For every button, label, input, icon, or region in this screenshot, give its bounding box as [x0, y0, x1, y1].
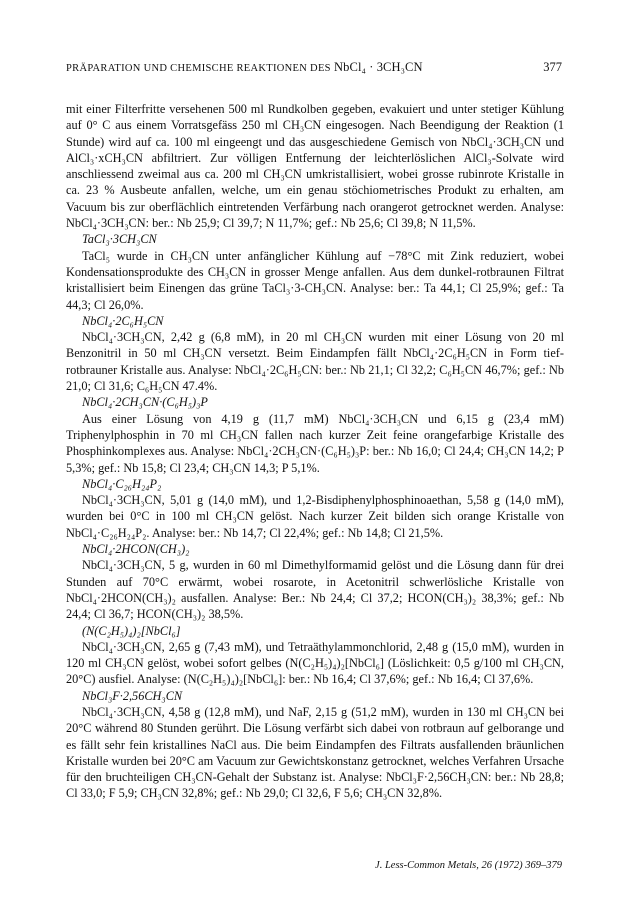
running-header-title	[66, 60, 423, 75]
running-header	[66, 60, 562, 82]
article-body	[66, 101, 564, 802]
running-header-lead: PRÄPARATION UND CHEMISCHE REAKTIONEN DES	[66, 63, 331, 74]
body-paragraph: NbCl₄·3CH₃CN, 2,65 g (7,43 mM), und Tetraäthylammonchlorid, 2,48 g (15,0 mM), wurden in 120 ml CH₃CN gelöst, wobei sofort gelbes (N(C₂H₅)₄)₂[NbCl₆] (Löslichkeit: 0,5 g/100 ml CH₃CN, 20°C) ausfiel. Analyse: (N(C₂H₅)₄)₂[NbCl₆]: ber.: Nb 16,4; Cl 37,6%; gef.: Nb 16,4; Cl 37,6%.	[66, 639, 564, 687]
body-paragraph: Aus einer Lösung von 4,19 g (11,7 mM) NbCl₄·3CH₃CN und 6,15 g (23,4 mM) Triphenylphosphin in 70 ml CH₃CN fallen nach kurzer Zeit feine orangefarbige Kristalle des Phosphinkomplexes aus. Analyse: NbCl₄·2CH₃CN·(C₆H₅)₃P: ber.: Nb 16,0; Cl 24,4; CH₃CN 14,2; P 5,3%; gef.: Nb 15,8; Cl 23,4; CH₃CN 14,3; P 5,1%.	[66, 411, 564, 475]
page-number: 377	[543, 60, 562, 74]
compound-heading: NbCl₄·2HCON(CH₃)₂	[82, 542, 190, 557]
compound-heading: NbCl₄·2CH₃CN·(C₆H₅)₃P	[82, 395, 208, 410]
running-header-formula: NbCl₄ · 3CH₃CN	[334, 60, 423, 74]
body-paragraph: NbCl₄·3CH₃CN, 2,42 g (6,8 mM), in 20 ml CH₃CN wurden mit einer Lösung von 20 ml Benzonitril in 50 ml CH₃CN versetzt. Beim Eindampfen fällt NbCl₄·2C₆H₅CN in Form tief-rotbrauner Kristalle aus. Analyse: NbCl₄·2C₆H₅CN: ber.: Nb 21,1; Cl 32,2; C₆H₅CN 46,7%; gef.: Nb 21,0; Cl 31,6; C₆H₅CN 47.4%.	[66, 330, 564, 394]
compound-heading: NbCl₄·2C₆H₅CN	[82, 313, 164, 328]
compound-heading: NbCl₄·C₂₆H₂₄P₂	[82, 476, 162, 491]
body-paragraph: TaCl₅ wurde in CH₃CN unter anfänglicher Kühlung auf −78°C mit Zink reduziert, wobei Kondensationsprodukte des CH₃CN in grosser Menge anfallen. Aus dem dunkel-rotbraunen Filtrat kristallisiert beim Einengen das grüne TaCl₃·3-CH₃CN. Analyse: ber.: Ta 44,1; Cl 25,9%; gef.: Ta 44,3; Cl 26,0%.	[66, 248, 564, 312]
body-paragraph: NbCl₄·3CH₃CN, 4,58 g (12,8 mM), und NaF, 2,15 g (51,2 mM), wurden in 130 ml CH₃CN bei 20°C während 80 Stunden gerührt. Die Lösung verfärbt sich dabei von rotbraun auf gelborange und es fällt sehr fein kristallines NaCl aus. Die beim Eindampfen des Filtrats ausfallenden bräunlichen Kristalle wurden bei 20°C am Vacuum zur Gewichtskonstanz getrocknet, welches Verfahren Ursache für den bruchteiligen CH₃CN-Gehalt der Substanz ist. Analyse: NbCl₃F·2,56CH₃CN: ber.: Nb 28,8; Cl 33,0; F 5,9; CH₃CN 32,8%; gef.: Nb 29,0; Cl 32,6, F 5,6; CH₃CN 32,8%.	[66, 704, 564, 801]
journal-citation: J. Less-Common Metals, 26 (1972) 369–379	[375, 860, 562, 871]
compound-heading: TaCl₃·3CH₃CN	[82, 232, 157, 247]
compound-heading: (N(C₂H₅)₄)₂[NbCl₆]	[82, 623, 181, 638]
body-paragraph: NbCl₄·3CH₃CN, 5,01 g (14,0 mM), und 1,2-Bisdiphenylphosphinoaethan, 5,58 g (14,0 mM), wurden bei 0°C in 100 ml CH₃CN gelöst. Nach kurzer Zeit bilden sich orange Kristalle von NbCl₄·C₂₆H₂₄P₂. Analyse: ber.: Nb 14,7; Cl 22,4%; gef.: Nb 14,8; Cl 21,5%.	[66, 493, 564, 540]
body-paragraph: NbCl₄·3CH₃CN, 5 g, wurden in 60 ml Dimethylformamid gelöst und die Lösung dann für drei Stunden auf 70°C erwärmt, wobei rosarote, in Acetonitril schwerlösliche Kristalle von NbCl₄·2HCON(CH₃)₂ ausfallen. Analyse: Ber.: Nb 24,4; Cl 37,2; HCON(CH₃)₂ 38,3%; gef.: Nb 24,4; Cl 36,7; HCON(CH₃)₂ 38,5%.	[66, 558, 564, 622]
compound-heading: NbCl₃F·2,56CH₃CN	[82, 688, 183, 703]
body-paragraph: mit einer Filterfritte versehenen 500 ml Rundkolben gegeben, evakuiert und unter stetiger Kühlung auf 0° C aus einem Vorratsgefäss 250 ml CH₃CN eingesogen. Nach Beendigung der Reaktion (1 Stunde) wird auf ca. 100 ml eingeengt und das ausgeschiedene Gemisch von NbCl₄·3CH₃CN und AlCl₃·xCH₃CN abfiltriert. Zur völligen Entfernung der leichterlöslichen AlCl₃-Solvate wird anschliessend zweimal aus ca. 200 ml CH₃CN umkristallisiert, wobei grosse rubinrote Kristalle in ca. 23 % Ausbeute anfallen, welche, um ein genau stöchiometrisches Produkt zu erhalten, am Vacuum bis zur oberflächlich eintretenden Verfärbung nach orangerot getrocknet werden. Analyse: NbCl₄·3CH₃CN: ber.: Nb 25,9; Cl 39,7; N 11,7%; gef.: Nb 25,6; Cl 39,8; N 11,5%.	[66, 102, 564, 231]
